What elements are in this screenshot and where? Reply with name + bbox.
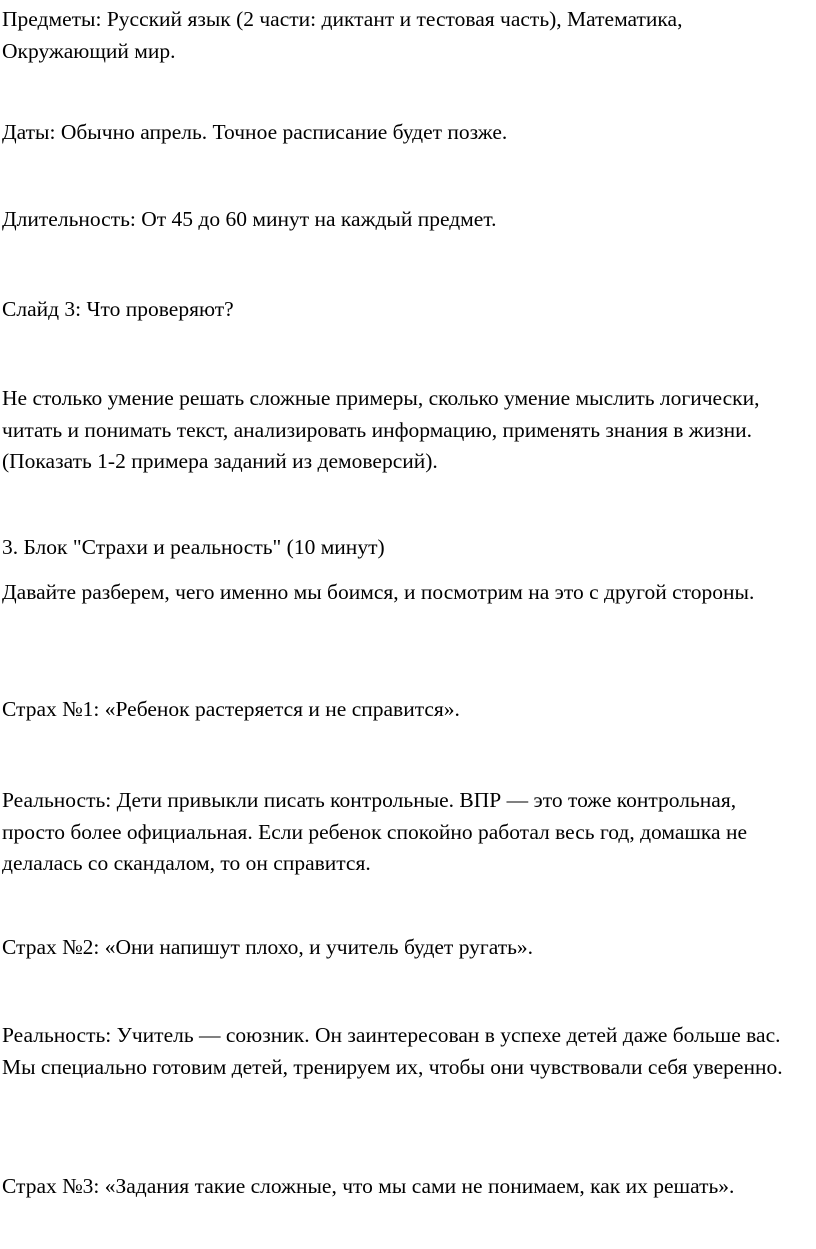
paragraph-fear-3: Страх №3: «Задания такие сложные, что мы сами не понимаем, как их решать». <box>2 1174 735 1198</box>
paragraph-what-is-tested: Не столько умение решать сложные примеры, сколько умение мыслить логически, читать и понимать текст, анализировать информацию, применять знания в жизни. (Показать 1-2 примера заданий из демоверсий). <box>2 386 760 473</box>
paragraph-slide-3-heading: Слайд 3: Что проверяют? <box>2 297 234 321</box>
paragraph-fear-2: Страх №2: «Они напишут плохо, и учитель будет ругать». <box>2 935 534 959</box>
paragraph-block-3-heading: 3. Блок "Страхи и реальность" (10 минут) <box>2 535 385 559</box>
paragraph-reality-2: Реальность: Учитель — союзник. Он заинтересован в успехе детей даже больше вас. Мы специально готовим детей, тренируем их, чтобы они чувствовали себя уверенно. <box>2 1023 783 1079</box>
paragraph-subjects: Предметы: Русский язык (2 части: диктант и тестовая часть), Математика, Окружающий мир. <box>2 7 683 63</box>
paragraph-duration: Длительность: От 45 до 60 минут на каждый предмет. <box>2 207 497 231</box>
paragraph-intro-fears: Давайте разберем, чего именно мы боимся, и посмотрим на это с другой стороны. <box>2 580 755 604</box>
paragraph-dates: Даты: Обычно апрель. Точное расписание будет позже. <box>2 120 508 144</box>
paragraph-fear-1: Страх №1: «Ребенок растеряется и не справится». <box>2 697 460 721</box>
paragraph-reality-1: Реальность: Дети привыкли писать контрольные. ВПР — это тоже контрольная, просто более официальная. Если ребенок спокойно работал весь год, домашка не делалась со скандалом, то он справится. <box>2 788 748 875</box>
